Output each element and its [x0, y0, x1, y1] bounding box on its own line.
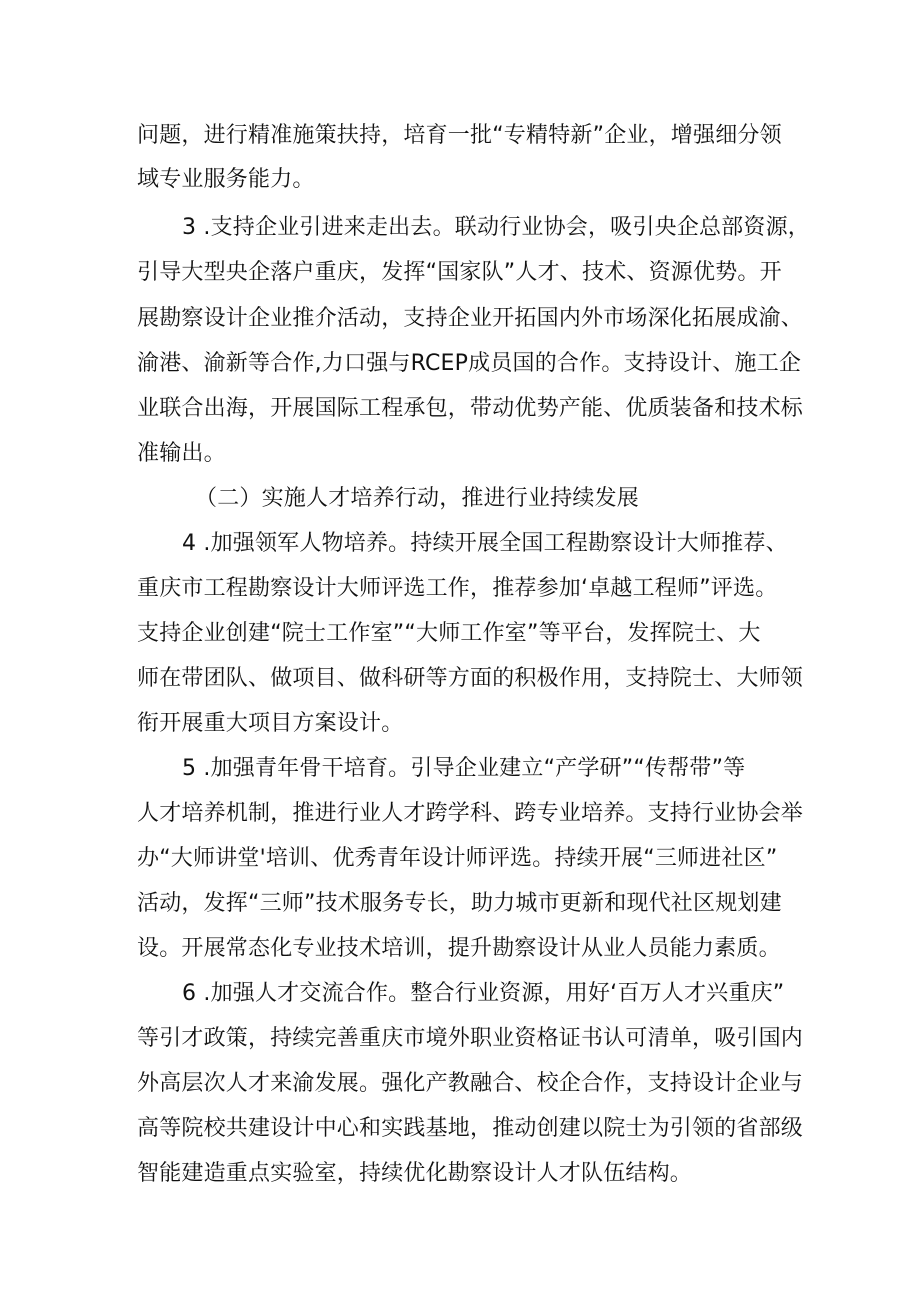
paragraph-line: 业联合出海，开展国际工程承包，带动优势产能、优质装备和技术标: [137, 396, 804, 421]
paragraph-line: 重庆市工程勘察设计大师评选工作，推荐参加‘卓越工程师”评选。: [137, 576, 778, 601]
paragraph-line: 办“大师讲堂'培训、优秀青年设计师评选。持续开展“三师进社区”: [137, 846, 778, 871]
section-heading: （二）实施人才培养行动，推进行业持续发展: [195, 486, 640, 511]
paragraph-line: 活动，发挥“三师”技术服务专长，助力城市更新和现代社区规划建: [137, 891, 782, 916]
item-4-heading-line: 4 .加强领军人物培养。持续开展全国工程勘察设计大师推荐、: [182, 531, 788, 556]
paragraph-line: 师在带团队、做项目、做科研等方面的积极作用，支持院士、大师领: [137, 666, 804, 691]
paragraph-line: 外高层次人才来渝发展。强化产教融合、校企合作，支持设计企业与: [137, 1071, 804, 1096]
paragraph-line: 渝港、渝新等合作,力口强与RCEP成员国的合作。支持设计、施工企: [137, 351, 802, 376]
paragraph-line: 域专业服务能力。: [137, 167, 315, 192]
item-5-heading-line: 5 .加强青年骨干培育。引导企业建立“产学研”“传帮带”等: [182, 756, 746, 781]
paragraph-line: 问题，进行精准施策扶持，培育一批“专精特新”企业，增强细分领: [137, 123, 782, 148]
paragraph-line: 人才培养机制，推进行业人才跨学科、跨专业培养。支持行业协会举: [137, 801, 804, 826]
paragraph-line: 智能建造重点实验室，持续优化勘察设计人才队伍结构。: [137, 1161, 693, 1186]
item-3-heading-line: 3 .支持企业引进来走出去。联动行业协会，吸引央企总部资源，: [182, 215, 810, 240]
paragraph-line: 设。开展常态化专业技术培训，提升勘察设计从业人员能力素质。: [137, 936, 781, 961]
paragraph-line: 支持企业创建“院士工作室”“大师工作室”等平台，发挥院士、大: [137, 621, 761, 646]
paragraph-line: 展勘察设计企业推介活动，支持企业开拓国内外市场深化拓展成渝、: [137, 306, 804, 331]
paragraph-line: 等引才政策，持续完善重庆市境外职业资格证书认可清单，吸引国内: [137, 1026, 804, 1051]
paragraph-line: 引导大型央企落户重庆，发挥“国家队”人才、技术、资源优势。开: [137, 260, 782, 285]
paragraph-line: 高等院校共建设计中心和实践基地，推动创建以院士为引领的省部级: [137, 1116, 804, 1141]
paragraph-line: 衔开展重大项目方案设计。: [137, 711, 404, 736]
item-6-heading-line: 6 .加强人才交流合作。整合行业资源，用好‘百万人才兴重庆”: [182, 981, 785, 1006]
paragraph-line: 准输出。: [137, 441, 226, 466]
